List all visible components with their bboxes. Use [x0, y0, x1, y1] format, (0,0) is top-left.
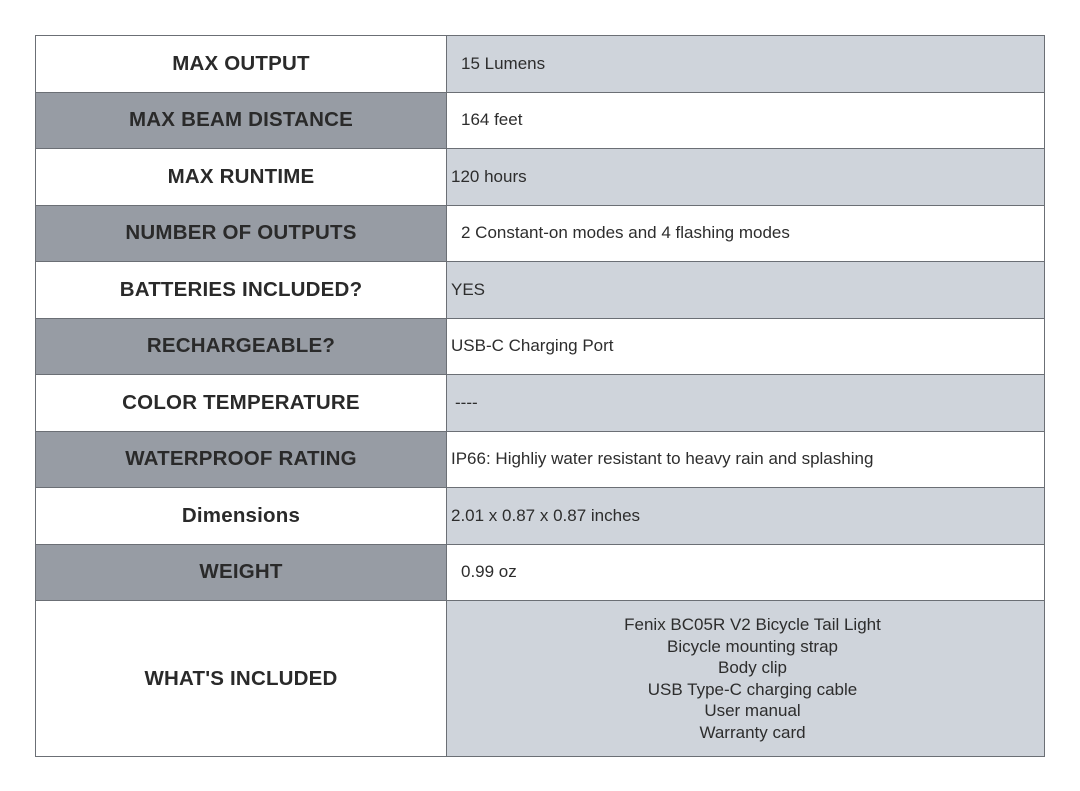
list-item: User manual	[704, 701, 801, 720]
spec-row-weight	[36, 545, 1044, 602]
spec-label: WEIGHT	[36, 545, 447, 601]
list-item: Warranty card	[699, 722, 806, 742]
spec-label: MAX BEAM DISTANCE	[36, 93, 447, 149]
spec-value: ----	[447, 375, 1044, 431]
spec-table	[35, 35, 1045, 757]
list-item: Bicycle mounting strap	[666, 636, 839, 656]
spec-row-rechargeable	[36, 319, 1044, 376]
spec-value: IP66: Highliy water resistant to heavy rain and splashing	[447, 432, 1044, 488]
spec-value: 0.99 oz	[447, 545, 1044, 601]
spec-label: RECHARGEABLE?	[36, 319, 447, 375]
spec-row-number-of-outputs	[36, 206, 1044, 263]
list-item: Body clip	[718, 658, 787, 677]
spec-label: NUMBER OF OUTPUTS	[36, 206, 447, 262]
spec-row-whats-included	[36, 601, 1044, 756]
spec-value: 164 feet	[447, 93, 1044, 149]
spec-label: Dimensions	[36, 488, 447, 544]
spec-label: WATERPROOF RATING	[36, 432, 447, 488]
spec-label: MAX OUTPUT	[36, 36, 447, 92]
spec-value: USB-C Charging Port	[447, 319, 1044, 375]
list-item: Fenix BC05R V2 Bicycle Tail Light	[624, 615, 881, 634]
list-item: USB Type-C charging cable	[647, 679, 858, 699]
spec-value: 2 Constant-on modes and 4 flashing modes	[447, 206, 1044, 262]
spec-label: COLOR TEMPERATURE	[36, 375, 447, 431]
spec-value: 15 Lumens	[447, 36, 1044, 92]
included-items-list	[447, 601, 1044, 756]
spec-row-max-runtime	[36, 149, 1044, 206]
spec-value: 2.01 x 0.87 x 0.87 inches	[447, 488, 1044, 544]
spec-label: WHAT'S INCLUDED	[36, 601, 447, 756]
spec-label: BATTERIES INCLUDED?	[36, 262, 447, 318]
spec-row-dimensions	[36, 488, 1044, 545]
spec-row-max-beam-distance	[36, 93, 1044, 150]
spec-row-batteries-included	[36, 262, 1044, 319]
spec-value: 120 hours	[447, 149, 1044, 205]
spec-row-color-temperature	[36, 375, 1044, 432]
spec-row-waterproof-rating	[36, 432, 1044, 489]
spec-label: MAX RUNTIME	[36, 149, 447, 205]
spec-row-max-output	[36, 36, 1044, 93]
spec-value: YES	[447, 262, 1044, 318]
